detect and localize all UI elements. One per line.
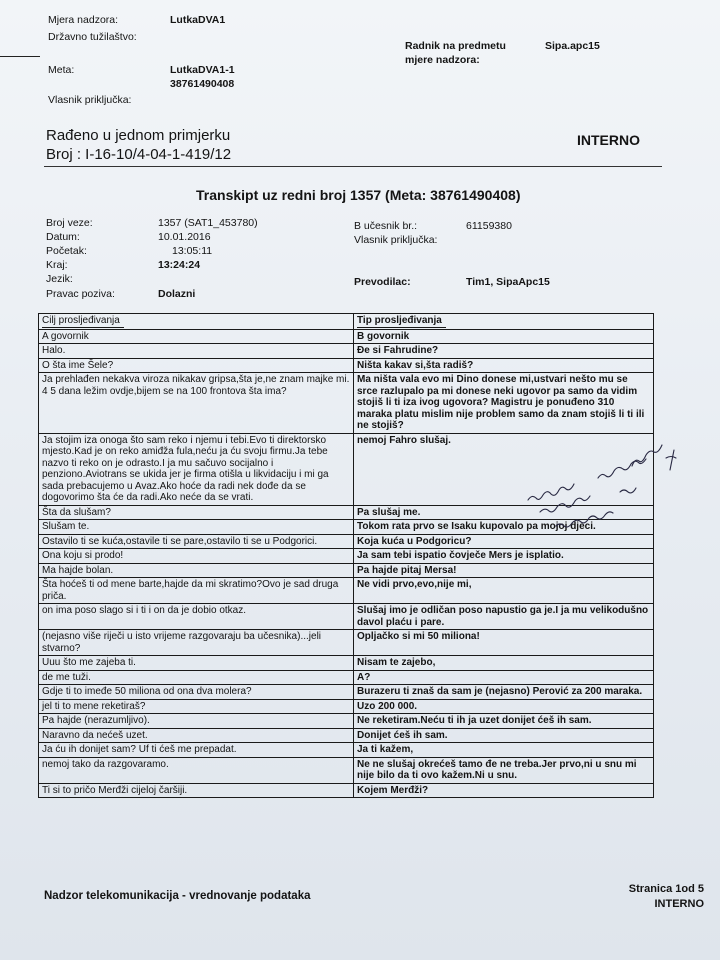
- kraj-value: 13:24:24: [158, 259, 201, 271]
- tuzilastvo-label: Državno tužilaštvo:: [48, 31, 137, 43]
- a-speaker-line: Gdje ti to imeđe 50 miliona od ona dva molera?: [39, 685, 354, 700]
- mjera-label: Mjera nadzora:: [48, 14, 119, 26]
- table-row: [39, 656, 654, 671]
- b-speaker-line: Ja ti kažem,: [354, 743, 654, 758]
- datum-label: Datum:: [46, 231, 80, 243]
- table-row: [39, 358, 654, 373]
- a-speaker-line: Ja ću ih donijet sam? Uf ti ćeš me prepadat.: [39, 743, 354, 758]
- b-speaker-line: Ne ne slušaj okrećeš tamo đe ne treba.Jer prvo,ni u snu mi nije bilo da ti ovo kažem.Ni u snu.: [354, 757, 654, 783]
- a-speaker-line: Slušam te.: [39, 520, 354, 535]
- classification-top: INTERNO: [577, 132, 640, 148]
- ucesnik-label: B učesnik br.:: [354, 220, 418, 232]
- table-row: [39, 743, 654, 758]
- broj-veze-label: Broj veze:: [46, 217, 93, 229]
- a-speaker-line: Pa hajde (nerazumljivo).: [39, 714, 354, 729]
- table-row: [39, 534, 654, 549]
- copy-line: Rađeno u jednom primjerku: [46, 127, 231, 144]
- broj-veze-value: 1357 (SAT1_453780): [158, 217, 258, 229]
- divider: [44, 166, 662, 167]
- a-speaker-line: Halo.: [39, 344, 354, 359]
- speaker-a: A govornik: [39, 329, 354, 344]
- vlasnik-prikljucka-label: Vlasnik priključka:: [354, 234, 438, 246]
- header-cilj: Cilj prosljeđivanja: [39, 314, 354, 330]
- b-speaker-line: Ma ništa vala evo mi Dino donese mi,ustvari nešto mu se srce razlupalo pa mi donese neki ugovor pa samo da vidim stojiš li ti iza ivog ugovora? Magistru je ponuđeno 310 maraka platu mislim nije problem samo da znam stojiš li ti ili ne stojiš?: [354, 373, 654, 434]
- kraj-label: Kraj:: [46, 259, 68, 271]
- document-number: Broj : I-16-10/4-04-1-419/12: [46, 146, 232, 163]
- a-speaker-line: Ja prehlađen nekakva viroza nikakav gripsa,šta je,ne znam majke mi. 4 5 dana ležim ovdje,bijem se na 100 frontova šta ima?: [39, 373, 354, 434]
- b-speaker-line: Opljačko si mi 50 miliona!: [354, 630, 654, 656]
- radnik-label-2: mjere nadzora:: [405, 54, 480, 66]
- a-speaker-line: Uuu što me zajeba ti.: [39, 656, 354, 671]
- table-row: [39, 699, 654, 714]
- transcript-table: [38, 313, 654, 798]
- pravac-value: Dolazni: [158, 288, 196, 300]
- meta-number: 38761490408: [170, 78, 235, 90]
- a-speaker-line: Ma hajde bolan.: [39, 563, 354, 578]
- ucesnik-value: 61159380: [466, 220, 512, 232]
- table-row: [39, 757, 654, 783]
- table-row: [39, 714, 654, 729]
- table-row: [39, 670, 654, 685]
- footer-title: Nadzor telekomunikacija - vrednovanje podataka: [44, 890, 311, 902]
- table-row: [39, 604, 654, 630]
- table-header-row: [39, 314, 654, 330]
- prevodilac-label: Prevodilac:: [354, 276, 411, 288]
- a-speaker-line: nemoj tako da razgovaramo.: [39, 757, 354, 783]
- b-speaker-line: Koja kuća u Podgoricu?: [354, 534, 654, 549]
- jezik-label: Jezik:: [46, 273, 73, 285]
- a-speaker-line: on ima poso slago si i ti i on da je dobio otkaz.: [39, 604, 354, 630]
- handwritten-note: [520, 430, 690, 530]
- table-row: [39, 630, 654, 656]
- b-speaker-line: Ništa kakav si,šta radiš?: [354, 358, 654, 373]
- b-speaker-line: A?: [354, 670, 654, 685]
- speaker-row: [39, 329, 654, 344]
- vlasnik-label: Vlasnik priključka:: [48, 94, 132, 106]
- b-speaker-line: Ne vidi prvo,evo,nije mi,: [354, 578, 654, 604]
- a-speaker-line: O šta ime Šele?: [39, 358, 354, 373]
- b-speaker-line: Pa hajde pitaj Mersa!: [354, 563, 654, 578]
- b-speaker-line: Uzo 200 000.: [354, 699, 654, 714]
- b-speaker-line: Donijet ćeš ih sam.: [354, 728, 654, 743]
- a-speaker-line: Ja stojim iza onoga što sam reko i njemu i tebi.Evo ti direktorsko mjesto.Kad je on reko amiđža fula,neću ja ću svoju firmu.Ja tebe nazvo ti reko on je odrasto.I ja mu sačuvo socijalno i penziono.Aviotrans se ukida jer je firma otišla u likvidaciju i mi ga sada prebacujemo u Avaz.Ako hoće da radi nek dođe da se dogovorimo šta će da radi.Ako neće da se vrati.: [39, 433, 354, 505]
- classification-bottom: INTERNO: [654, 898, 704, 910]
- page-number: Stranica 1od 5: [628, 883, 704, 895]
- b-speaker-line: Burazeru ti znaš da sam je (nejasno) Perović za 200 maraka.: [354, 685, 654, 700]
- prevodilac-value: Tim1, SipaApc15: [466, 276, 550, 288]
- transcript-title: Transkipt uz redni broj 1357 (Meta: 38761490408): [196, 187, 521, 203]
- table-row: [39, 563, 654, 578]
- b-speaker-line: Nisam te zajebo,: [354, 656, 654, 671]
- a-speaker-line: (nejasno više riječi u isto vrijeme razgovaraju ba učesnika)...jeli stvarno?: [39, 630, 354, 656]
- radnik-value: Sipa.apc15: [545, 40, 600, 52]
- mjera-value: LutkaDVA1: [170, 14, 226, 26]
- b-speaker-line: Kojem Merđži?: [354, 783, 654, 798]
- b-speaker-line: Ja sam tebi ispatio čovječe Mers je isplatio.: [354, 549, 654, 564]
- b-speaker-line: Tokom rata prvo se Isaku kupovalo pa mojoj djeci.: [354, 520, 654, 535]
- table-row: [39, 685, 654, 700]
- pocetak-label: Početak:: [46, 245, 87, 257]
- b-speaker-line: Slušaj imo je odličan poso napustio ga je.I ja mu velikodušno davol plaću i pare.: [354, 604, 654, 630]
- meta-label: Meta:: [48, 64, 75, 76]
- a-speaker-line: jel ti to mene reketiraš?: [39, 699, 354, 714]
- a-speaker-line: Ostavilo ti se kuća,ostavile ti se pare,ostavilo ti se u Podgorici.: [39, 534, 354, 549]
- b-speaker-line: Đe si Fahrudine?: [354, 344, 654, 359]
- a-speaker-line: Šta hoćeš ti od mene barte,hajde da mi skratimo?Ovo je sad druga priča.: [39, 578, 354, 604]
- table-row: [39, 783, 654, 798]
- datum-value: 10.01.2016: [158, 231, 211, 243]
- table-row: [39, 549, 654, 564]
- a-speaker-line: Naravno da nećeš uzet.: [39, 728, 354, 743]
- margin-mark: [0, 56, 40, 57]
- b-speaker-line: Ne reketiram.Neću ti ih ja uzet donijet ćeš ih sam.: [354, 714, 654, 729]
- radnik-label: Radnik na predmetu: [405, 40, 506, 52]
- meta-value: LutkaDVA1-1: [170, 64, 235, 76]
- a-speaker-line: Ti si to pričo Merđži cijeloj čaršiji.: [39, 783, 354, 798]
- a-speaker-line: de me tuži.: [39, 670, 354, 685]
- table-row: [39, 344, 654, 359]
- speaker-b: B govornik: [354, 329, 654, 344]
- a-speaker-line: Šta da slušam?: [39, 505, 354, 520]
- b-speaker-line: nemoj Fahro slušaj.: [354, 433, 654, 505]
- pravac-label: Pravac poziva:: [46, 288, 115, 300]
- table-row: [39, 373, 654, 434]
- pocetak-value: 13:05:11: [172, 245, 213, 257]
- table-row: [39, 578, 654, 604]
- header-tip: Tip prosljeđivanja: [354, 314, 654, 330]
- a-speaker-line: Ona koju si prodo!: [39, 549, 354, 564]
- b-speaker-line: Pa slušaj me.: [354, 505, 654, 520]
- table-row: [39, 728, 654, 743]
